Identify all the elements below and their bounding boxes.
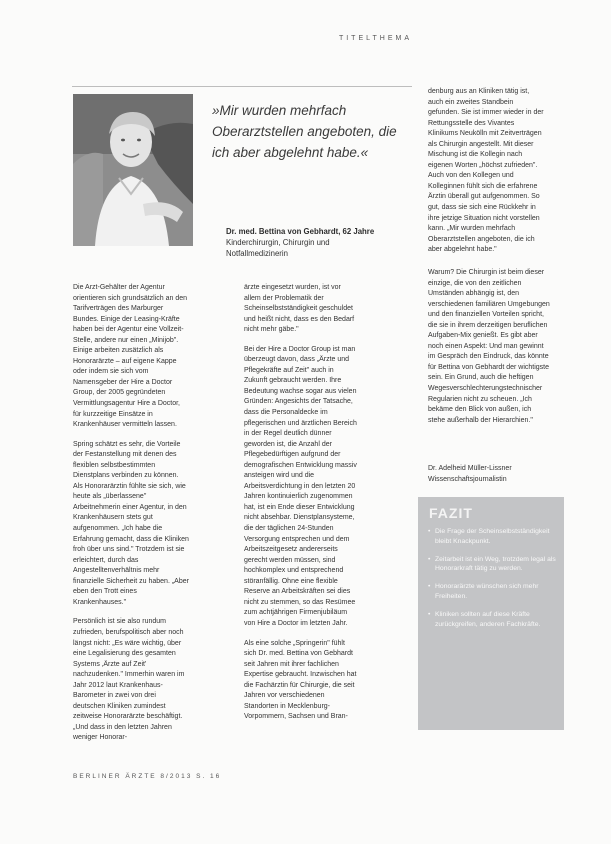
summary-item: • Die Frage der Scheinselbstständigkeit bleibt Knackpunkt. <box>428 527 556 547</box>
paragraph: Spring schätzt es sehr, die Vorteile der Festanstellung mit denen des flexiblen selbstbestimmten Dienstplans verbinden zu können. Als Honorarärztin fühlte sie sich, wie heute als „überlassene" Arbeitnehmerin einer Agentur, in den Krankenhäusern stets gut aufgenommen. „Ich habe die Erfahrung gemacht, dass die Kliniken froh über uns sind." Trotzdem ist sie erleichtert, durch das Angestelltenverhältnis mehr finanzielle Sicherheit zu haben. „Aber eben den Trott eines Krankenhauses." <box>73 440 189 606</box>
summary-list <box>428 527 556 637</box>
paragraph: denburg aus an Kliniken tätig ist, auch ein zweites Standbein gefunden. Sie ist immer wieder in der Rettungsstelle des Vivantes Klinikums Neukölln mit Zeitverträgen als Chirurgin angestellt. Mit dieser Mischung ist die Kollegin nach eigenen Worten „höchst zufrieden". Auch von den Kollegen und Kolleginnen fühlt sich die erfahrene Ärztin überall gut aufgenommen. So gut, dass sie sich eine Rückkehr in ihre jetzige Situation nicht vorstellen kann. „Mir wurden mehrfach Oberarztstellen angeboten, die ich aber abgelehnt habe." <box>428 88 544 254</box>
portrait-photo <box>73 94 193 246</box>
article-column-1 <box>73 283 189 743</box>
article-column-2 <box>244 283 358 743</box>
signoff-role: Wissenschaftsjournalistin <box>428 475 507 483</box>
paragraph: Warum? Die Chirurgin ist beim dieser einzige, die von den zeitlichen Umständen abhängig ist, den verschiedenen familiären Umgebungen und den finanziellen Vorteilen spricht, die sie in ihrem derzeitigen beruflichen Aufgaben-Mix genießt. Es gibt aber noch einen Aspekt: Und man gewinnt im Gespräch den Eindruck, das könnte für Bettina von Gebhardt der wichtigste sein. Ein Grund, auch die heftigen Wegesverschlechterungstechnischer Regularien nicht zu scheuen. „Ich bekäme den Blick von außen, ich stehe außerhalb der Hierarchien." <box>428 269 550 424</box>
quote-author-role: Kinderchirurgin, Chirurgin und Notfallmedizinerin <box>226 238 330 258</box>
paragraph: Persönlich ist sie also rundum zufrieden, berufspolitisch aber noch längst nicht: „Es wäre wichtig, über eine Legalisierung des gesamten Systems ‚Ärzte auf Zeit' nachzudenken." Immerhin waren im Jahr 2012 laut Krankenhaus-Barometer in zwei von drei deutschen Kliniken zumindest zeitweise Honorarärzte beschäftigt. „Und dass in den letzten Jahren weniger Honorar- <box>73 618 185 742</box>
article-column-3-middle <box>428 268 550 458</box>
paragraph: Bei der Hire a Doctor Group ist man überzeugt davon, dass „Ärzte und Pflegekräfte auf Zeit" auch in Zukunft gebraucht werden. Ihre Bedeutung wachse sogar aus vielen Gründen: Angesichts der Tatsache, dass die Personaldecke im pflegerischen und ärztlichen Bereich in der Regel deutlich dünner geworden ist, die Anzahl der Pflegebedürftigen aufgrund der demografischen Entwicklung massiv ansteigen wird und die Arbeitsverdichtung in den letzten 20 Jahren kontinuierlich zugenommen hat, ist ein Ende dieser Entwicklung nicht absehbar. Dienstplansysteme, die der täglichen 24-Stunden Versorgung entsprechen und dem Arbeitszeitgesetz andererseits gerecht werden müssen, sind hochkomplex und entsprechend störanfällig. Ohne eine flexible Reserve an Arbeitskräften sei dies nicht zu stemmen, so das Resümee zum achtjährigen Firmenjubiläum von Hire a Doctor im letzten Jahr. <box>244 345 357 627</box>
signoff-author: Dr. Adelheid Müller-Lissner <box>428 465 512 472</box>
paragraph: ärzte eingesetzt wurden, ist vor allem der Problematik der Scheinselbstständigkeit geschuldet und heißt nicht, dass es den Bedarf nicht mehr gäbe." <box>244 284 355 334</box>
paragraph: Als eine solche „Springerin" fühlt sich Dr. med. Bettina von Gebhardt seit Jahren mit ihrer fachlichen Expertise gebraucht. Inzwischen hat die Fachärztin für Chirurgie, die seit Jahren vor verschiedenen Standorten in Mecklenburg-Vorpommern, Sachsen und Bran- <box>244 639 357 721</box>
pull-quote: »Mir wurden mehrfach Oberarztstellen angeboten, die ich aber abgelehnt habe.« <box>212 103 397 160</box>
author-signoff <box>428 464 588 485</box>
summary-title: FAZIT <box>429 505 473 521</box>
quote-author-name: Dr. med. Bettina von Gebhardt, 62 Jahre <box>226 227 375 236</box>
paragraph: Die Arzt-Gehälter der Agentur orientieren sich grundsätzlich an den Tarifverträgen des Marburger Bundes. Einige der Leasing-Kräfte haben bei der Agentur eine Vollzeit-Stelle, andere nur einen „Minijob". Einige arbeiten zusätzlich als Honorarärzte – auf eigene Kappe oder indem sie sich vom Namensgeber der Hire a Doctor Group, der 2005 gegründeten Vermittlungsagentur Hire a Doctor, für kurzzeitige Einsätze in Krankenhäuser vermitteln lassen. <box>73 284 188 429</box>
header-divider <box>72 86 412 87</box>
article-column-3-top <box>428 87 546 263</box>
summary-item: • Honorarärzte wünschen sich mehr Freiheiten. <box>428 582 556 602</box>
summary-box <box>418 497 564 730</box>
page-footer: BERLINER ÄRZTE 8/2013 S. 16 <box>73 773 222 780</box>
section-label: TITELTHEMA <box>338 35 412 42</box>
summary-item: • Kliniken sollten auf diese Kräfte zurückgreifen, anderen Fachkräfte. <box>428 610 556 630</box>
summary-item: • Zeitarbeit ist ein Weg, trotzdem legal als Honorarkraft tätig zu werden. <box>428 555 556 575</box>
portrait-icon <box>73 94 193 246</box>
